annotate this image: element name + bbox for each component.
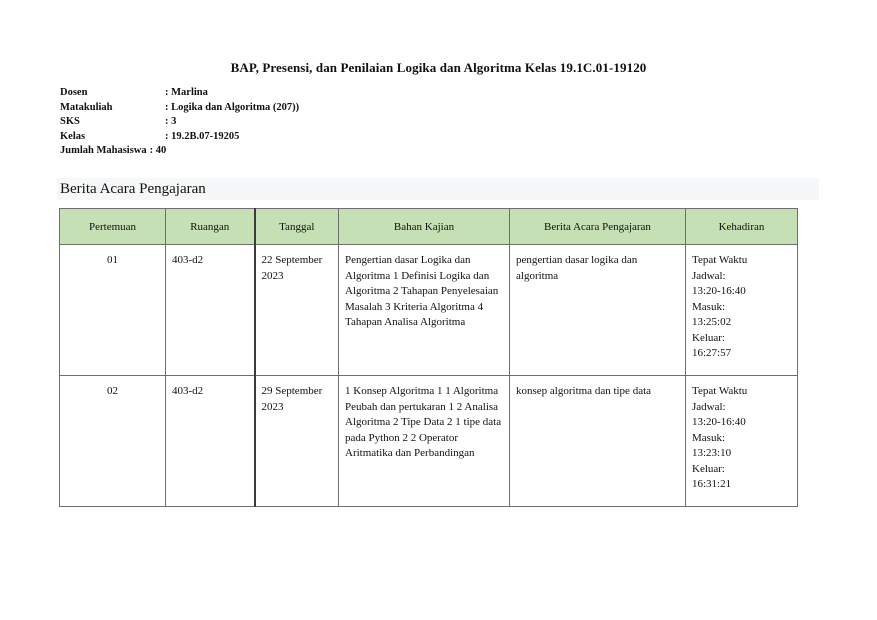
cell-pertemuan: 02 — [60, 376, 166, 507]
info-row-matakuliah — [60, 101, 299, 116]
cell-bahan-kajian: 1 Konsep Algoritma 1 1 Algoritma Peubah dan pertukaran 1 2 Analisa Algoritma 2 Tipe Data 2 1 tipe data pada Python 2 2 Operator Aritmatika dan Perbandingan — [339, 376, 510, 507]
cell-berita-acara: pengertian dasar logika dan algoritma — [510, 245, 686, 376]
attendance-masuk: 13:25:02 — [692, 316, 732, 328]
header-ruangan: Ruangan — [166, 209, 255, 245]
attendance-jadwal-label: Jadwal: — [692, 400, 726, 413]
jumlah-value: : 40 — [149, 145, 167, 157]
bap-table — [59, 208, 798, 507]
cell-tanggal: 22 September 2023 — [255, 245, 339, 376]
kelas-value: : 19.2B.07-19205 — [165, 130, 240, 142]
kelas-label: Kelas — [60, 130, 86, 142]
cell-tanggal: 29 September 2023 — [255, 376, 339, 507]
info-row-jumlah — [60, 144, 299, 159]
attendance-keluar: 16:31:21 — [692, 478, 732, 490]
matakuliah-label: Matakuliah — [60, 101, 113, 113]
attendance-keluar-label: Keluar: — [692, 462, 725, 475]
header-tanggal: Tanggal — [255, 209, 339, 245]
section-title: Berita Acara Pengajaran — [60, 181, 206, 197]
info-row-sks — [60, 115, 299, 130]
cell-ruangan: 403-d2 — [166, 376, 255, 507]
header-kehadiran: Kehadiran — [686, 209, 798, 245]
dosen-label: Dosen — [60, 87, 88, 98]
attendance-jadwal-label: Jadwal: — [692, 269, 726, 282]
attendance-masuk-label: Masuk: — [692, 431, 725, 444]
cell-bahan-kajian: Pengertian dasar Logika dan Algoritma 1 Definisi Logika dan Algoritma 2 Tahapan Penyelesaian Masalah 3 Kriteria Algoritma 4 Tahapan Analisa Algoritma — [339, 245, 510, 376]
attendance-status: Tepat Waktu — [692, 385, 748, 397]
attendance-jadwal: 13:20-16:40 — [692, 285, 746, 297]
info-row-kelas — [60, 130, 299, 145]
header-berita-acara: Berita Acara Pengajaran — [510, 209, 686, 245]
attendance-jadwal: 13:20-16:40 — [692, 416, 746, 428]
attendance-masuk-label: Masuk: — [692, 300, 725, 313]
header-pertemuan: Pertemuan — [60, 209, 166, 245]
table-row — [60, 376, 798, 507]
jumlah-label: Jumlah Mahasiswa — [60, 145, 147, 157]
dosen-value: : Marlina — [165, 87, 208, 98]
page-title: BAP, Presensi, dan Penilaian Logika dan Algoritma Kelas 19.1C.01-19120 — [230, 60, 647, 75]
info-row-dosen — [60, 86, 299, 101]
cell-pertemuan: 01 — [60, 245, 166, 376]
matakuliah-value: : Logika dan Algoritma (207)) — [165, 101, 300, 113]
cell-berita-acara: konsep algoritma dan tipe data — [510, 376, 686, 507]
course-info — [60, 86, 299, 159]
cell-kehadiran — [686, 245, 798, 376]
table-row — [60, 245, 798, 376]
cell-ruangan: 403-d2 — [166, 245, 255, 376]
attendance-keluar-label: Keluar: — [692, 331, 725, 344]
attendance-status: Tepat Waktu — [692, 254, 748, 266]
header-bahan-kajian: Bahan Kajian — [339, 209, 510, 245]
sks-label: SKS — [60, 116, 80, 128]
sks-value: : 3 — [165, 116, 177, 128]
attendance-keluar: 16:27:57 — [692, 347, 732, 359]
cell-kehadiran — [686, 376, 798, 507]
attendance-masuk: 13:23:10 — [692, 447, 732, 459]
table-header-row — [60, 209, 798, 245]
